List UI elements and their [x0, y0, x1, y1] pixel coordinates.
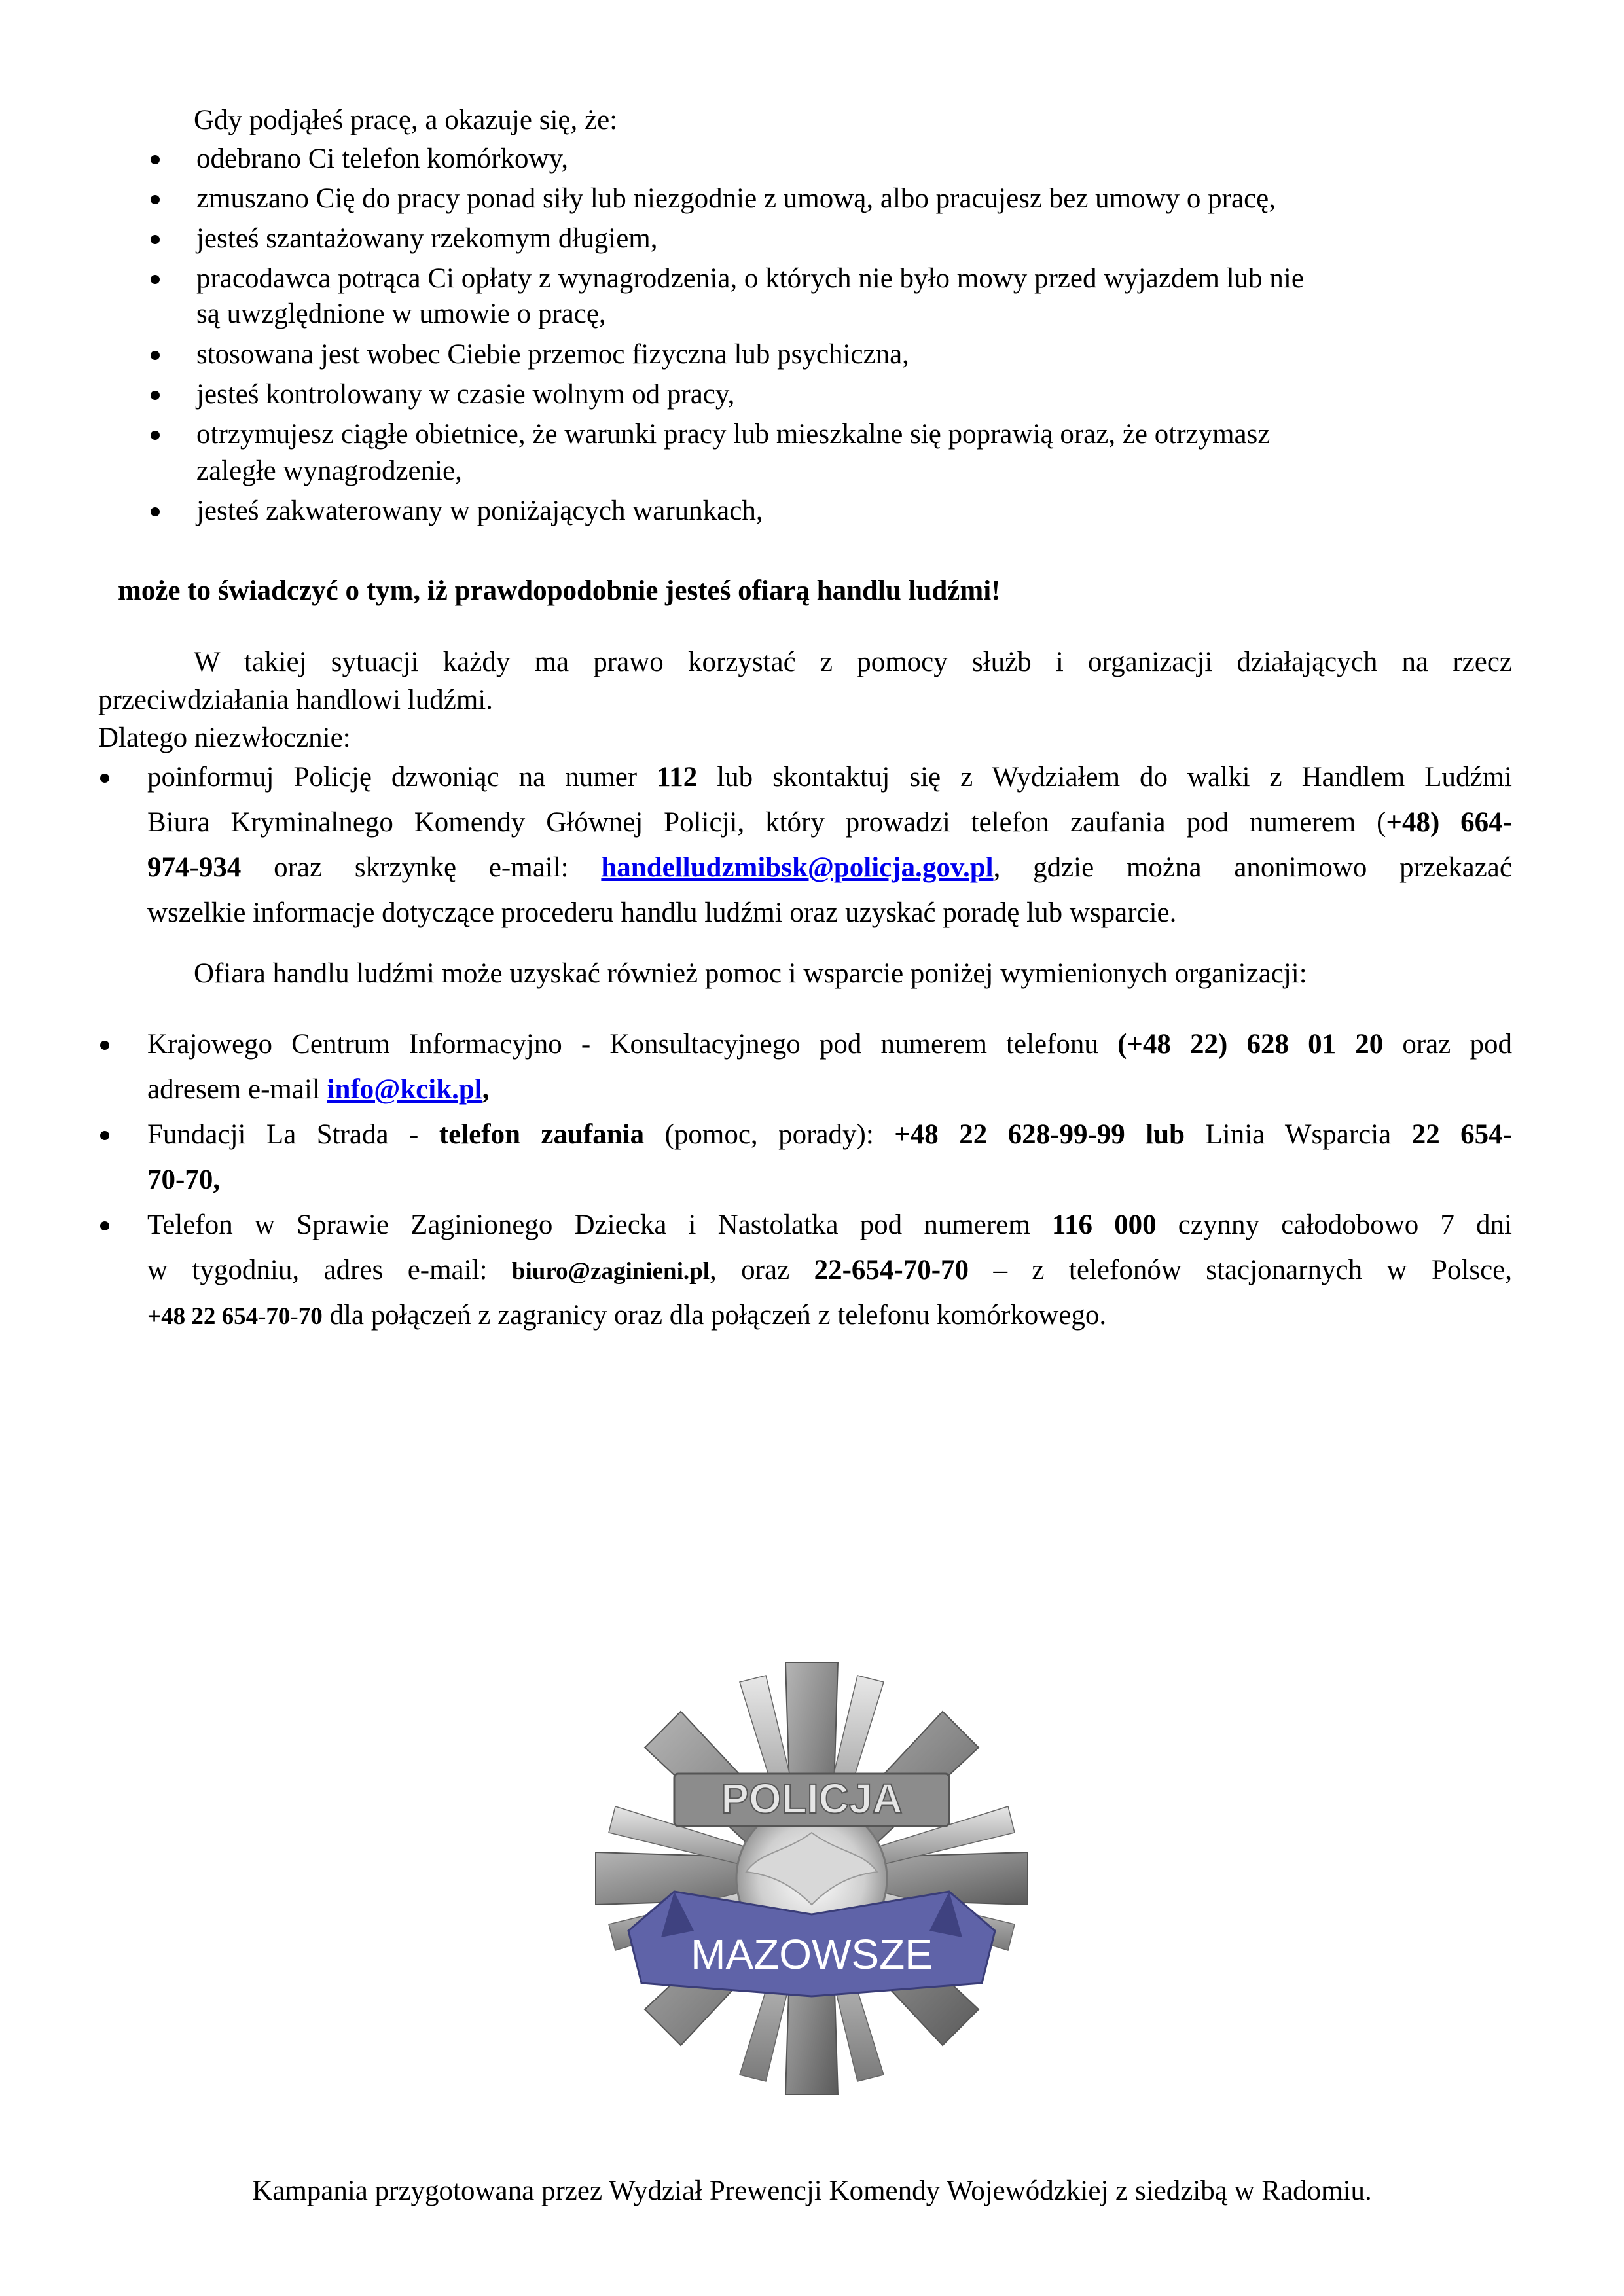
- org1-line-2: adresem e-mail info@kcik.pl,: [147, 1074, 490, 1105]
- footer-text: Kampania przygotowana przez Wydział Prewencji Komendy Wojewódzkiej z siedzibą w Radomiu.: [252, 2176, 1372, 2206]
- list-item: jesteś szantażowany rzekomym długiem,: [196, 223, 658, 254]
- police-line-2: Biura Kryminalnego Komendy Głównej Policji, który prowadzi telefon zaufania pod numerem (+48) 664-: [147, 807, 1512, 838]
- bullet-icon: [151, 507, 160, 516]
- bullet-icon: [100, 774, 109, 783]
- police-line-1: poinformuj Policję dzwoniąc na numer 112 lub skontaktuj się z Wydziałem do walki z Handlem Ludźmi: [147, 762, 1512, 793]
- list-item: jesteś kontrolowany w czasie wolnym od pracy,: [196, 379, 735, 410]
- org3-line-1: Telefon w Sprawie Zaginionego Dziecka i Nastolatka pod numerem 116 000 czynny całodobowo 7 dni: [147, 1210, 1512, 1240]
- list-item: odebrano Ci telefon komórkowy,: [196, 143, 569, 174]
- police-star-icon: [589, 1656, 1034, 2101]
- bullet-icon: [100, 1131, 109, 1140]
- bullet-icon: [151, 155, 160, 164]
- police-line-4: wszelkie informacje dotyczące procederu handlu ludźmi oraz uzyskać poradę lub wsparcie.: [147, 897, 1177, 928]
- email-link-police[interactable]: handelludzmibsk@policja.gov.pl: [601, 852, 994, 883]
- org2-line-1: Fundacji La Strada - telefon zaufania (pomoc, porady): +48 22 628-99-99 lub Linia Wsparcia 22 654-: [147, 1119, 1512, 1150]
- bullet-icon: [151, 391, 160, 400]
- bullet-icon: [151, 275, 160, 284]
- org1-line-1: Krajowego Centrum Informacyjno - Konsultacyjnego pod numerem telefonu (+48 22) 628 01 20 oraz pod: [147, 1029, 1512, 1060]
- situation-paragraph: W takiej sytuacji każdy ma prawo korzystać z pomocy służb i organizacji działających na rzecz: [194, 647, 1512, 677]
- email-zaginieni: biuro@zaginieni.pl: [511, 1258, 710, 1285]
- list-item: stosowana jest wobec Ciebie przemoc fizyczna lub psychiczna,: [196, 339, 909, 370]
- bullet-icon: [151, 235, 160, 244]
- intro-text: Gdy podjąłeś pracę, a okazuje się, że:: [194, 105, 618, 135]
- badge-bottom-text: MAZOWSZE: [691, 1931, 933, 1978]
- org2-line-2: 70-70,: [147, 1164, 221, 1195]
- police-line-3: 974-934 oraz skrzynkę e-mail: handelludzmibsk@policja.gov.pl, gdzie można anonimowo przekazać: [147, 852, 1512, 883]
- list-item-continuation: zaległe wynagrodzenie,: [196, 456, 462, 486]
- warning-text: może to świadczyć o tym, iż prawdopodobnie jesteś ofiarą handlu ludźmi!: [118, 575, 1001, 606]
- bullet-icon: [151, 431, 160, 440]
- list-item-continuation: są uwzględnione w umowie o pracę,: [196, 298, 606, 329]
- situation-paragraph-continuation: przeciwdziałania handlowi ludźmi.: [98, 685, 493, 715]
- list-item: pracodawca potrąca Ci opłaty z wynagrodzenia, o których nie było mowy przed wyjazdem lub nie: [196, 263, 1304, 294]
- org3-line-3: +48 22 654-70-70 dla połączeń z zagranicy oraz dla połączeń z telefonu komórkowego.: [147, 1300, 1107, 1331]
- bullet-icon: [151, 195, 160, 204]
- badge-top-text: POLICJA: [721, 1775, 903, 1822]
- org3-line-2: w tygodniu, adres e-mail: biuro@zaginieni.pl, oraz 22-654-70-70 – z telefonów stacjonarnych w Polsce,: [147, 1255, 1513, 1285]
- therefore-text: Dlatego niezwłocznie:: [98, 723, 351, 753]
- police-badge-logo: [589, 1656, 1034, 2101]
- bullet-icon: [100, 1041, 109, 1050]
- hotline-number: +48) 664-: [1386, 807, 1512, 838]
- list-item: zmuszano Cię do pracy ponad siły lub niezgodnie z umową, albo pracujesz bez umowy o pracę,: [196, 183, 1276, 214]
- email-link-kcik[interactable]: info@kcik.pl: [327, 1074, 482, 1105]
- emergency-number: 112: [657, 762, 698, 793]
- list-item: otrzymujesz ciągłe obietnice, że warunki pracy lub mieszkalne się poprawią oraz, że otrzymasz: [196, 419, 1271, 450]
- bullet-icon: [100, 1221, 109, 1230]
- list-item: jesteś zakwaterowany w poniżających warunkach,: [196, 495, 763, 526]
- bullet-icon: [151, 351, 160, 360]
- victim-intro: Ofiara handlu ludźmi może uzyskać również pomoc i wsparcie poniżej wymienionych organizacji:: [194, 958, 1307, 989]
